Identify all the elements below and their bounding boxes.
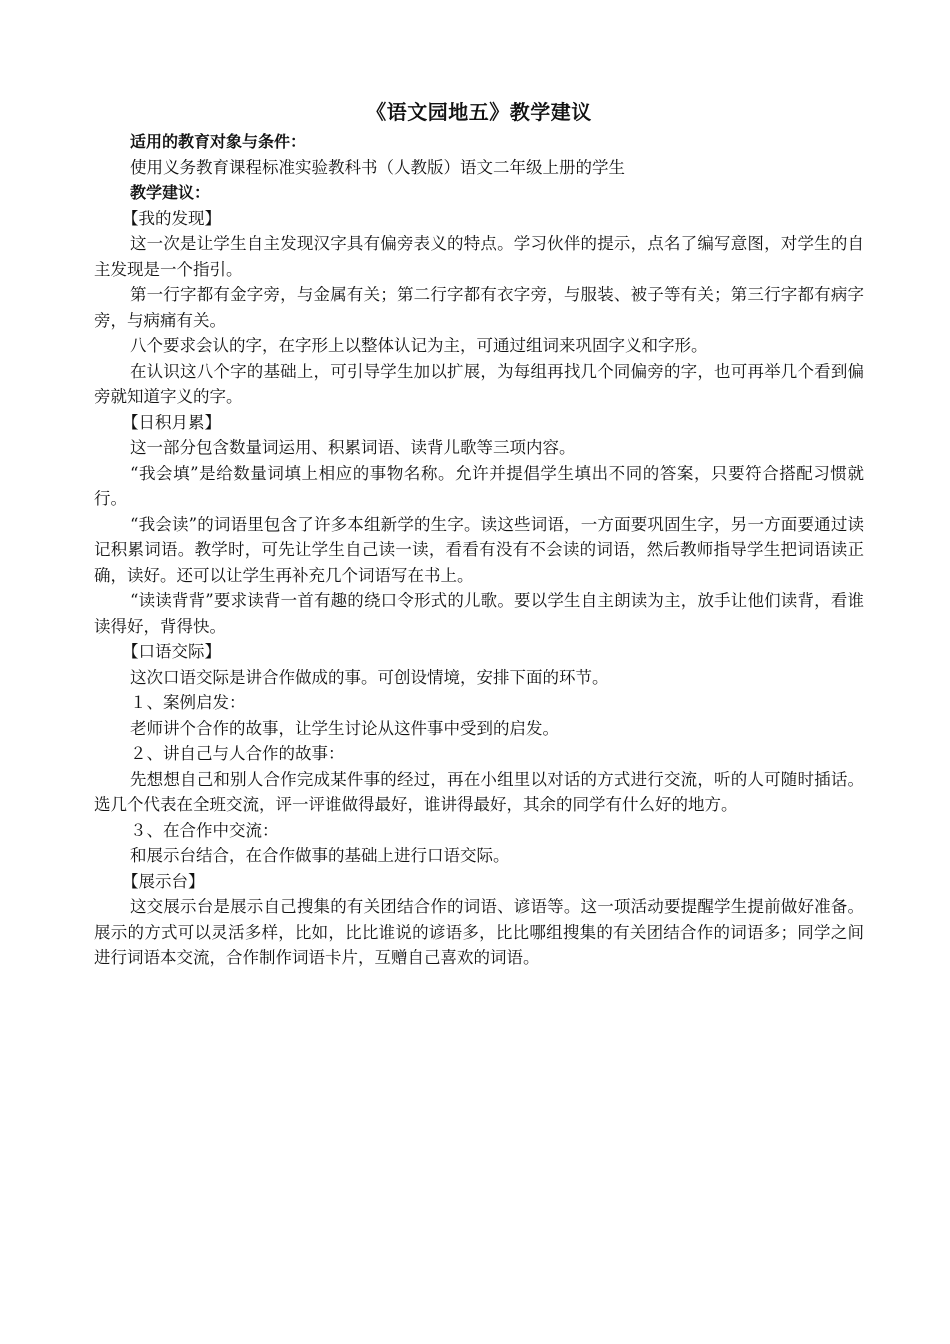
paragraph: 第一行字都有金字旁，与金属有关；第二行字都有衣字旁，与服装、被子等有关；第三行字都有病字旁，与病痛有关。 xyxy=(94,285,864,330)
advice-label: 教学建议： xyxy=(130,183,211,202)
step-title: ２、讲自己与人合作的故事： xyxy=(130,744,345,763)
paragraph: 这交展示台是展示自己搜集的有关团结合作的词语、谚语等。这一项活动要提醒学生提前做好准备。展示的方式可以灵活多样，比如，比比谁说的谚语多，比比哪组搜集的有关团结合作的词语多；同学之间进行词语本交流，合作制作词语卡片，互赠自己喜欢的词语。 xyxy=(94,897,864,967)
target-label: 适用的教育对象与条件： xyxy=(130,132,307,151)
paragraph: 这一部分包含数量词运用、积累词语、读背儿歌等三项内容。 xyxy=(130,438,576,457)
paragraph: “读读背背”要求读背一首有趣的绕口令形式的儿歌。要以学生自主朗读为主，放手让他们读背，看谁读得好，背得快。 xyxy=(94,591,864,636)
step-title: ３、在合作中交流： xyxy=(130,820,279,840)
section-heading-discovery: 【我的发现】 xyxy=(122,208,221,228)
section-heading-display: 【展示台】 xyxy=(122,871,205,891)
paragraph: “我会填”是给数量词填上相应的事物名称。允许并提倡学生填出不同的答案，只要符合搭配习惯就行。 xyxy=(94,463,864,508)
paragraph: 在认识这八个字的基础上，可引导学生加以扩展，为每组再找几个同偏旁的字，也可再举几个看到偏旁就知道字义的字。 xyxy=(94,361,864,406)
section-heading-accumulation: 【日积月累】 xyxy=(122,412,221,432)
paragraph: 八个要求会认的字，在字形上以整体认记为主，可通过组词来巩固字义和字形。 xyxy=(130,336,708,355)
document-body xyxy=(94,97,864,971)
paragraph: 老师讲个合作的故事，让学生讨论从这件事中受到的启发。 xyxy=(130,718,559,738)
paragraph: 和展示台结合，在合作做事的基础上进行口语交际。 xyxy=(130,846,510,865)
target-text: 使用义务教育课程标准实验教科书（人教版）语文二年级上册的学生 xyxy=(130,157,625,177)
paragraph: 这一次是让学生自主发现汉字具有偏旁表义的特点。学习伙伴的提示，点名了编写意图，对学生的自主发现是一个指引。 xyxy=(94,234,864,279)
paragraph: 先想想自己和别人合作完成某件事的经过，再在小组里以对话的方式进行交流，听的人可随时插话。选几个代表在全班交流，评一评谁做得最好，谁讲得最好，其余的同学有什么好的地方。 xyxy=(94,769,864,814)
document-title: 《语文园地五》教学建议 xyxy=(366,100,592,124)
section-heading-oral: 【口语交际】 xyxy=(122,642,221,661)
paragraph: “我会读”的词语里包含了许多本组新学的生字。读这些词语，一方面要巩固生字，另一方面要通过读记积累词语。教学时，可先让学生自己读一读，看看有没有不会读的词语，然后教师指导学生把词语读正确，读好。还可以让学生再补充几个词语写在书上。 xyxy=(94,514,864,585)
step-title: １、案例启发： xyxy=(130,693,246,712)
paragraph: 这次口语交际是讲合作做成的事。可创设情境，安排下面的环节。 xyxy=(130,667,609,687)
